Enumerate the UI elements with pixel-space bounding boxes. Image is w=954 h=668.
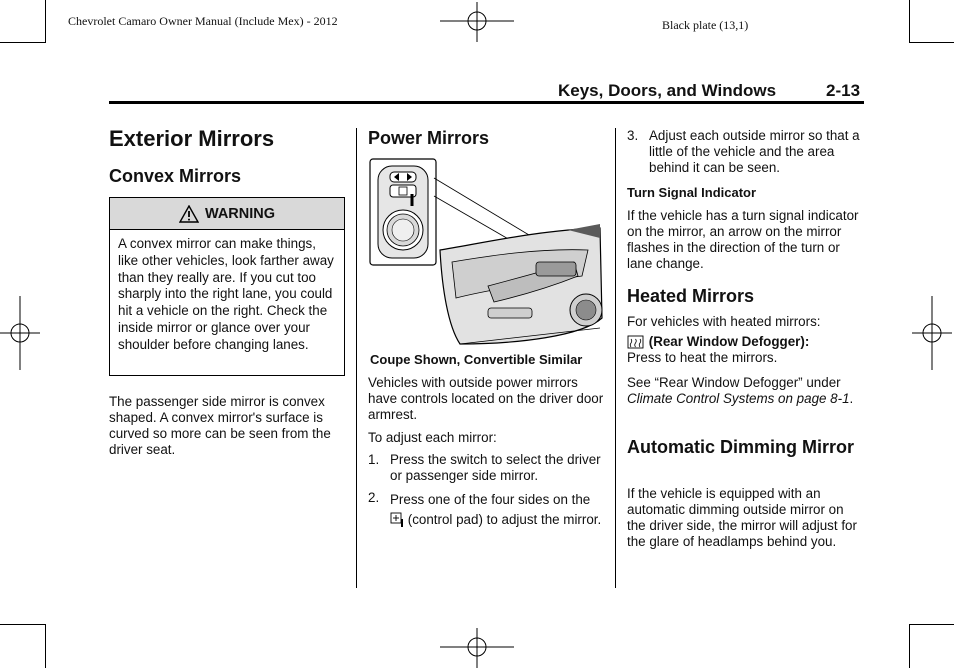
registration-mark-top-icon [440, 2, 514, 42]
defogger-line [627, 334, 865, 366]
column-divider-2 [615, 128, 616, 588]
page-title: Exterior Mirrors [109, 126, 275, 151]
automatic-dimming-heading: Automatic Dimming Mirror [627, 437, 855, 457]
door-panel-illustration [368, 158, 606, 348]
convex-paragraph: The passenger side mirror is convex shaped. A convex mirror's surface is curved so more can be seen from the driver seat. [109, 394, 331, 457]
step-text [390, 490, 606, 530]
defogger-label: (Rear Window Defogger): [648, 334, 810, 349]
list-item [368, 490, 606, 530]
control-pad-icon [390, 512, 404, 528]
see-text: See “Rear Window Defogger” under [627, 375, 841, 390]
warning-header [110, 198, 344, 230]
step-number: 3. [627, 128, 639, 143]
plate-title: Chevrolet Camaro Owner Manual (Include Mex) - 2012 [68, 14, 338, 28]
heated-mirrors-heading: Heated Mirrors [627, 286, 755, 306]
plate-info: Black plate (13,1) [662, 18, 749, 32]
registration-mark-left-icon [0, 296, 40, 370]
registration-mark-right-icon [912, 296, 952, 370]
adjust-intro: To adjust each mirror: [368, 430, 497, 445]
turn-signal-heading: Turn Signal Indicator [627, 185, 757, 200]
rear-defogger-icon [627, 335, 645, 349]
step-number: 1. [368, 452, 380, 467]
defogger-text: Press to heat the mirrors. [627, 350, 778, 365]
column-divider-1 [356, 128, 357, 588]
step-text-part: (control pad) to adjust the mirror. [407, 512, 602, 527]
power-mirrors-paragraph: Vehicles with outside power mirrors have controls located on the driver door armrest. [368, 375, 604, 422]
figure-caption: Coupe Shown, Convertible Similar [370, 352, 583, 367]
header-rule [109, 101, 864, 104]
warning-label: WARNING [204, 205, 276, 222]
steps-list [368, 452, 606, 536]
heated-intro: For vehicles with heated mirrors: [627, 314, 821, 329]
section-title: Keys, Doors, and Windows [558, 81, 777, 100]
see-reference [627, 375, 867, 407]
step-text-part: Press one of the four sides on the [390, 492, 591, 507]
step-text: Press the switch to select the driver or passenger side mirror. [390, 452, 601, 483]
warning-text: A convex mirror can make things, like other vehicles, look farther away than they really are. If you cut too sharply into the right lane, you could hit a vehicle on the right. Check the inside mirror or glance over your shoulder before changing lanes. [118, 236, 334, 352]
step-3 [627, 128, 865, 176]
step-text: Adjust each outside mirror so that a little of the vehicle and the area behind it can be seen. [649, 128, 860, 175]
registration-mark-bottom-icon [440, 628, 514, 668]
turn-signal-text: If the vehicle has a turn signal indicator on the mirror, an arrow on the mirror flashes in the direction of the turn or lane change. [627, 208, 859, 271]
step-number: 2. [368, 490, 380, 505]
see-end: . [849, 391, 854, 406]
convex-mirrors-heading: Convex Mirrors [109, 166, 242, 186]
list-item [368, 452, 606, 484]
automatic-dimming-text: If the vehicle is equipped with an automatic dimming outside mirror on the driver side, the mirror will adjust for the glare of headlamps behind you. [627, 486, 857, 549]
warning-box [109, 197, 345, 376]
power-mirrors-heading: Power Mirrors [368, 128, 490, 148]
page-number: 2-13 [826, 81, 861, 100]
climate-control-link[interactable]: Climate Control Systems on page 8-1 [627, 391, 850, 406]
warning-triangle-icon [179, 205, 199, 223]
